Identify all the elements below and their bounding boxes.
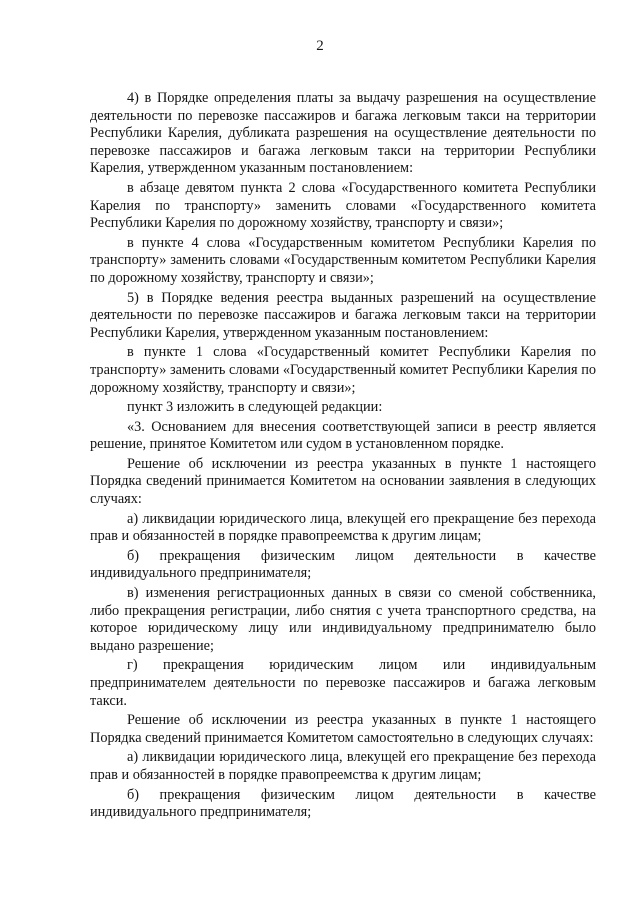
document-body xyxy=(90,90,596,822)
paragraph: в) изменения регистрационных данных в связи со сменой собственника, либо прекращения регистрации, либо снятия с учета транспортного средства, на которое юридическому лицу или индивидуальному предпринимателю было выдано разрешение; xyxy=(90,585,596,654)
paragraph: 5) в Порядке ведения реестра выданных разрешений на осуществление деятельности по перевозке пассажиров и багажа легковым такси на территории Республики Карелия, утвержденном указанным постановлением: xyxy=(90,289,596,341)
paragraph: 4) в Порядке определения платы за выдачу разрешения на осуществление деятельности по перевозке пассажиров и багажа легковым такси на территории Республики Карелия, дубликата разрешения на осуществление деятельности по перевозке пассажиров и багажа легковым такси на территории Республики Карелия, утвержденном указанным постановлением: xyxy=(90,90,596,177)
paragraph: а) ликвидации юридического лица, влекущей его прекращение без перехода прав и обязанностей в порядке правопреемства к другим лицам; xyxy=(90,510,596,545)
paragraph: г) прекращения юридическим лицом или индивидуальным предпринимателем деятельности по перевозке пассажиров и багажа легковым такси. xyxy=(90,657,596,709)
paragraph: б) прекращения физическим лицом деятельности в качестве индивидуального предпринимателя; xyxy=(90,547,596,582)
page-number: 2 xyxy=(316,38,324,54)
paragraph: Решение об исключении из реестра указанных в пункте 1 настоящего Порядка сведений принимается Комитетом на основании заявления в следующих случаях: xyxy=(90,455,596,508)
paragraph: а) ликвидации юридического лица, влекущей его прекращение без перехода прав и обязанностей в порядке правопреемства к другим лицам; xyxy=(90,749,596,783)
paragraph: пункт 3 изложить в следующей редакции: xyxy=(127,399,383,416)
paragraph: Решение об исключении из реестра указанных в пункте 1 настоящего Порядка сведений принимается Комитетом самостоятельно в следующих случаях: xyxy=(90,712,596,746)
paragraph: «3. Основанием для внесения соответствующей записи в реестр является решение, принятое Комитетом или судом в установленном порядке. xyxy=(90,418,596,453)
paragraph: б) прекращения физическим лицом деятельности в качестве индивидуального предпринимателя; xyxy=(90,786,596,821)
paragraph: в пункте 1 слова «Государственный комитет Республики Карелия по транспорту» заменить словами «Государственный комитет Республики Карелия по дорожному хозяйству, транспорту и связи»; xyxy=(90,344,596,396)
paragraph: в абзаце девятом пункта 2 слова «Государственного комитета Республики Карелия по транспорту» заменить словами «Государственного комитета Республики Карелия по дорожному хозяйству, транспорту и связи»; xyxy=(90,179,596,232)
paragraph: в пункте 4 слова «Государственным комитетом Республики Карелия по транспорту» заменить словами «Государственным комитетом Республики Карелия по дорожному хозяйству, транспорту и связи»; xyxy=(90,234,596,286)
